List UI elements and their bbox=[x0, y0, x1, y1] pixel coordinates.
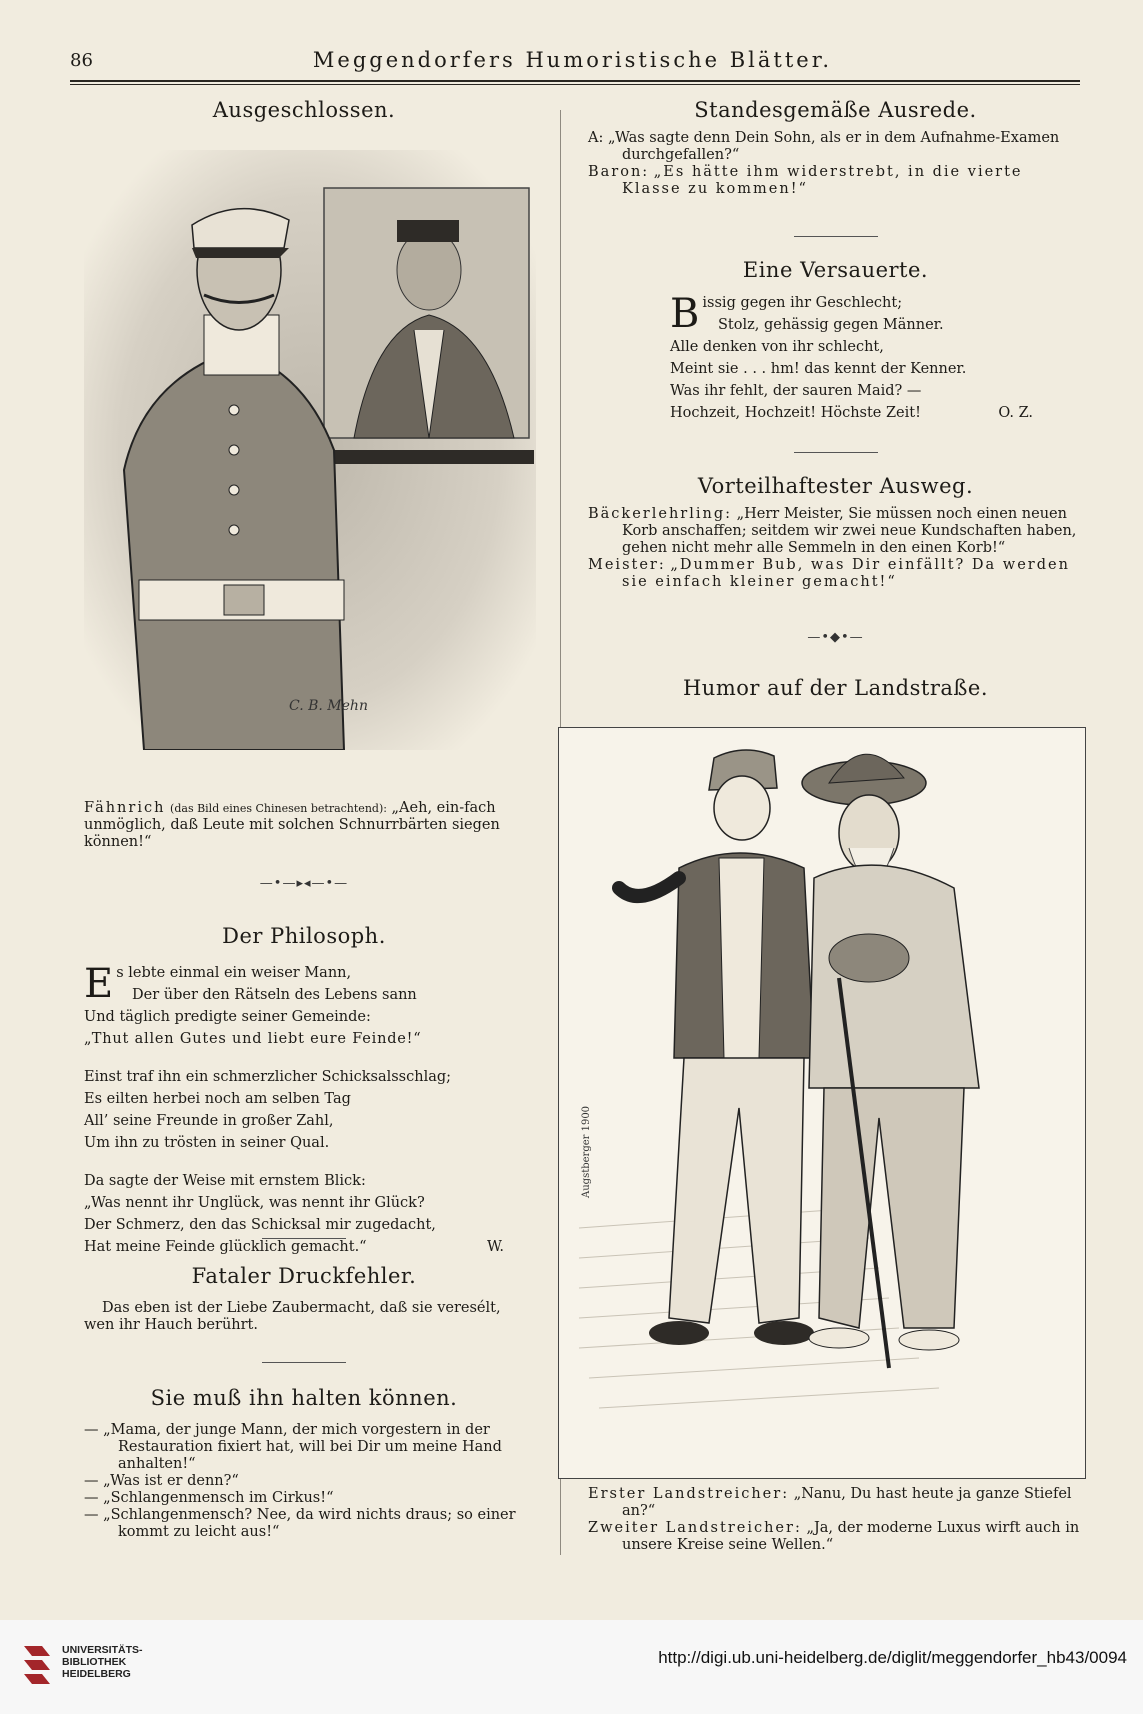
poem-line: Meint sie . . . hm! das kennt der Kenner. bbox=[670, 361, 967, 377]
section-title: Eine Versauerte. bbox=[742, 258, 929, 282]
header-rule-thin bbox=[70, 84, 1080, 85]
divider bbox=[84, 1238, 524, 1239]
section-text: Das eben ist der Liebe Zaubermacht, daß sie veresélt, wen ihr Hauch berührt. bbox=[84, 1300, 501, 1333]
author-initial: W. bbox=[487, 1239, 504, 1255]
poem-line: Um ihn zu trösten in seiner Qual. bbox=[84, 1135, 330, 1151]
poem-line: Hochzeit, Hochzeit! Höchste Zeit! O. Z. bbox=[670, 402, 1083, 424]
section-ausgeschlossen bbox=[84, 98, 524, 122]
poem-line: s lebte einmal ein weiser Mann, bbox=[116, 965, 352, 981]
section-title: Ausgeschlossen. bbox=[212, 98, 396, 122]
drop-cap: E bbox=[84, 961, 114, 1007]
poem bbox=[588, 292, 1083, 424]
dialogue bbox=[588, 130, 1083, 198]
dialogue-line: — „Schlangenmensch im Cirkus!“ bbox=[84, 1490, 334, 1506]
section-title: Vorteilhaftester Ausweg. bbox=[697, 474, 974, 498]
dialogue-line: A: „Was sagte denn Dein Sohn, als er in dem Aufnahme-Examen durchgefallen?“ bbox=[588, 130, 1060, 163]
poem-line: Und täglich predigte seiner Gemeinde: bbox=[84, 1009, 371, 1025]
drop-cap: B bbox=[670, 291, 700, 337]
poem-line: Der Schmerz, den das Schicksal mir zugedacht, bbox=[84, 1217, 436, 1233]
section-title: Der Philosoph. bbox=[222, 924, 386, 948]
dialogue-line: Meister: „Dummer Bub, was Dir einfällt? Da werden sie einfach kleiner gemacht!“ bbox=[588, 557, 1070, 590]
section-title: Sie muß ihn halten können. bbox=[150, 1386, 458, 1410]
poem-line: Da sagte der Weise mit ernstem Blick: bbox=[84, 1173, 366, 1189]
poem-line: issig gegen ihr Geschlecht; bbox=[702, 295, 903, 311]
dialogue-line: — „Schlangenmensch? Nee, da wird nichts draus; so einer kommt zu leicht aus!“ bbox=[84, 1507, 516, 1540]
poem-line: Was ihr fehlt, der sauren Maid? — bbox=[670, 383, 922, 399]
poem-line: Hat meine Feinde glücklich gemacht.“ W. bbox=[84, 1236, 524, 1258]
ornament-divider: —•—▸◂—•— bbox=[259, 876, 349, 891]
library-name: UNIVERSITÄTS- BIBLIOTHEK HEIDELBERG bbox=[62, 1644, 143, 1680]
poem-line: All’ seine Freunde in großer Zahl, bbox=[84, 1113, 334, 1129]
caption-text: „Aeh, ein-fach unmöglich, daß Leute mit solchen Schnurrbärten siegen können!“ bbox=[84, 800, 500, 850]
ornament-divider: —•◆•— bbox=[807, 630, 864, 645]
author-initials: O. Z. bbox=[998, 405, 1033, 421]
poem-line: Alle denken von ihr schlecht, bbox=[670, 339, 884, 355]
poem bbox=[84, 962, 524, 1258]
ub-heidelberg-logo-icon bbox=[20, 1642, 56, 1686]
section-versauerte bbox=[588, 258, 1083, 424]
poem-line: Stolz, gehässig gegen Männer. bbox=[718, 317, 944, 333]
poem-line: Es eilten herbei noch am selben Tag bbox=[84, 1091, 351, 1107]
dialogue-line: Bäckerlehrling: „Herr Meister, Sie müssen noch einen neuen Korb anschaffen; seitdem wir zwei neue Kundschaften haben, gehen nicht mehr alle Semmeln in den einen Korb!“ bbox=[588, 506, 1077, 556]
poem-line: „Was nennt ihr Unglück, was nennt ihr Glück? bbox=[84, 1195, 425, 1211]
section-humor bbox=[588, 676, 1083, 700]
section-title: Humor auf der Landstraße. bbox=[682, 676, 989, 700]
page-header bbox=[70, 46, 1075, 78]
section-title: Standesgemäße Ausrede. bbox=[694, 98, 977, 122]
dialogue bbox=[588, 506, 1083, 591]
poem-line: Einst traf ihn ein schmerzlicher Schicksalsschlag; bbox=[84, 1069, 452, 1085]
stage-direction: (das Bild eines Chinesen betrachtend): bbox=[170, 802, 387, 815]
section-druckfehler bbox=[84, 1264, 524, 1334]
source-url-link[interactable]: http://digi.ub.uni-heidelberg.de/diglit/meggendorfer_hb43/0094 bbox=[658, 1648, 1127, 1667]
poem-line: Der über den Rätseln des Lebens sann bbox=[132, 987, 417, 1003]
dialogue-line: — „Mama, der junge Mann, der mich vorgestern in der Restauration fixiert hat, will bei Dir um meine Hand anhalten!“ bbox=[84, 1422, 502, 1472]
divider bbox=[588, 452, 1083, 453]
dialogue-line: Erster Landstreicher: „Nanu, Du hast heute ja ganze Stiefel an?“ bbox=[588, 1486, 1072, 1519]
dialogue-line: — „Was ist er denn?“ bbox=[84, 1473, 239, 1489]
magazine-title: Meggendorfers Humoristische Blätter. bbox=[312, 48, 833, 72]
section-title: Fataler Druckfehler. bbox=[191, 1264, 417, 1288]
divider bbox=[84, 1362, 524, 1363]
page-number: 86 bbox=[70, 50, 93, 71]
section-philosoph bbox=[84, 924, 524, 1258]
dialogue-line: Baron: „Es hätte ihm widerstrebt, in die vierte Klasse zu kommen!“ bbox=[588, 164, 1023, 197]
cadet-drawing bbox=[84, 150, 536, 750]
section-vorteilhaftester bbox=[588, 474, 1083, 591]
cadet-caption bbox=[84, 800, 524, 851]
vagrants-caption bbox=[588, 1486, 1083, 1554]
illustration-vagrants bbox=[558, 727, 1086, 1479]
illustration-signature: Augstberger 1900 bbox=[581, 1105, 592, 1198]
header-rule bbox=[70, 80, 1080, 82]
divider bbox=[588, 236, 1083, 237]
poem-line: „Thut allen Gutes und liebt eure Feinde!“ bbox=[84, 1031, 422, 1047]
illustration-signature: C. B. Mehn bbox=[289, 698, 368, 714]
vagrants-drawing bbox=[559, 728, 1085, 1478]
illustration-cadet bbox=[84, 150, 536, 750]
library-footer bbox=[0, 1620, 1143, 1714]
section-halten bbox=[84, 1386, 524, 1541]
dialogue-line: Zweiter Landstreicher: „Ja, der moderne Luxus wirft auch in unsere Kreise seine Wellen.“ bbox=[588, 1520, 1080, 1553]
dialogue bbox=[84, 1422, 524, 1541]
section-standesgemaesse bbox=[588, 98, 1083, 198]
speaker: Fähnrich bbox=[84, 800, 166, 816]
